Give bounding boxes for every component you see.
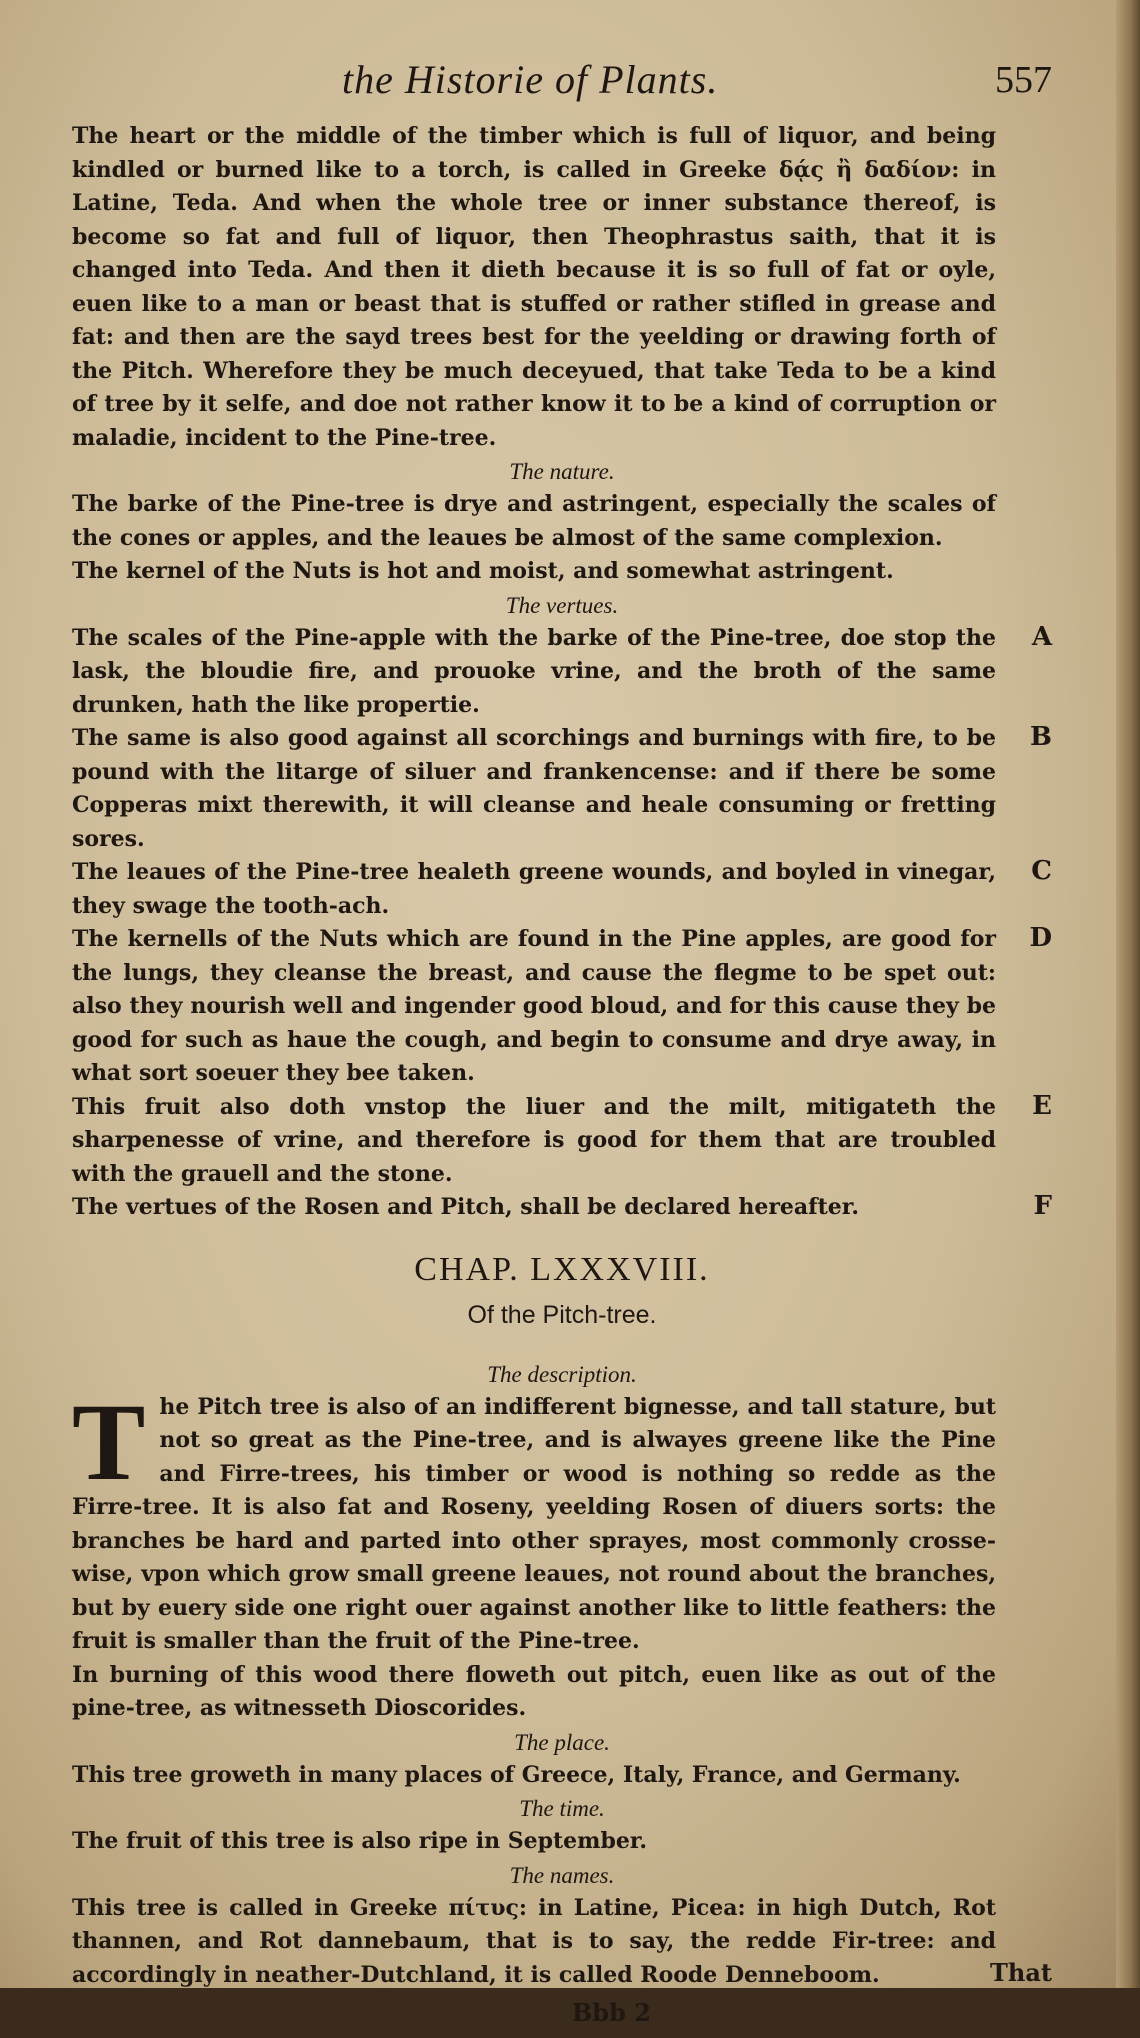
section-heading-place: The place. [514,1729,610,1755]
chapter-title: Of the Pitch-tree. [467,1300,657,1329]
margin-marker: C [1031,856,1052,886]
margin-marker: A [1031,621,1052,652]
vertue-text: The leaues of the Pine-tree healeth greene wounds, and boyled in vinegar, they swage the tooth-ach. [72,859,996,919]
place-paragraph: This tree groweth in many places of Greece, Italy, France, and Germany. [72,1761,961,1788]
vertue-text: The same is also good against all scorchings and burnings with fire, to be pound with the litarge of siluer and frankencense: and if there be some Copperas mixt therewith, it will cleanse and heale consuming or fretting sores. [72,725,996,852]
margin-marker: E [1032,1090,1052,1121]
nature-paragraph-2: The kernel of the Nuts is hot and moist, and somewhat astringent. [72,558,894,584]
vertue-text: The kernells of the Nuts which are found in the Pine apples, are good for the lungs, they cleanse the breast, and cause the flegme to be spet out: also they nourish well and ingender good bloud, and for this cause they be good for such as haue the cough, and begin to consume and drye away, in what sort soeuer they bee taken. [72,926,996,1086]
page-footer [72,1958,1052,2038]
text-block [72,50,1052,2038]
vertue-item-a [72,622,1052,723]
vertue-item-b [72,722,1052,856]
vertue-item-d [72,923,1052,1091]
drop-cap: T [72,1380,146,1503]
running-title: the Historie of Plants. [342,57,719,102]
section-heading-vertues: The vertues. [505,592,619,618]
vertue-item-e [72,1091,1052,1192]
margin-marker: D [1029,923,1052,953]
section-heading-nature: The nature. [509,459,615,484]
margin-marker: F [1033,1191,1052,1221]
signature-mark: Bbb 2 [572,1998,651,2027]
margin-marker: B [1030,722,1052,752]
section-heading-names: The names. [509,1862,615,1888]
description-text: he Pitch tree is also of an indifferent bignesse, and tall stature, but not so great as the Pine-tree, and is alwayes greene like the Pine and Firre-trees, his timber or wood is nothing so redde as the Firre-tree. It is also fat and Roseny, yeelding Rosen of diuers sorts: the branches be hard and parted into other sprayes, most commonly crosse-wise, vpon which grow small greene leaues, not round about the branches, but by euery side one right ouer against another like to little feathers: the fruit is smaller than the fruit of the Pine-tree. [72,1393,996,1654]
description-paragraph-2: In burning of this wood there floweth out pitch, euen like as out of the pine-tree, as witnesseth Dioscorides. [72,1661,996,1721]
vertue-text: The scales of the Pine-apple with the barke of the Pine-tree, doe stop the lask, the bloudie fire, and prouoke vrine, and the broth of the same drunken, hath the like propertie. [72,624,996,718]
page-header [72,50,1052,120]
page-gutter-shadow [1116,0,1140,1988]
chapter-number: CHAP. LXXXVIII. [414,1250,710,1288]
names-paragraph: This tree is called in Greeke πίτυς: in Latine, Picea: in high Dutch, Rot thannen, and Rot dannebaum, that is to say, the redde Fir-tree: and accordingly in neather-Dutchland, it is called Roode Denneboom. [72,1894,996,1988]
vertue-item-c [72,856,1052,923]
time-paragraph: The fruit of this tree is also ripe in September. [72,1828,648,1854]
vertue-item-f [72,1191,1052,1225]
teda-paragraph: The heart or the middle of the timber which is full of liquor, and being kindled or burned like to a torch, is called in Greeke δᾴς ἢ δαδίον: in Latine, Teda. And when the whole tree or inner substance thereof, is become so fat and full of liquor, then Theophrastus saith, that it is changed into Teda. And then it dieth because it is so full of fat or oyle, euen like to a man or beast that is stuffed or rather stifled in grease and fat: and then are the sayd trees best for the yeelding or drawing forth of the Pitch. Wherefore they be much deceyued, that take Teda to be a kind of tree by it selfe, and doe not rather know it to be a kind of corruption or maladie, incident to the Pine-tree. [72,123,996,451]
section-heading-time: The time. [519,1796,605,1821]
vertue-text: This fruit also doth vnstop the liuer and the milt, mitigateth the sharpenesse of vrine, and therefore is good for them that are troubled with the grauell and the stone. [72,1093,996,1187]
page-number: 557 [995,59,1052,101]
catchword: That [990,1958,1052,1987]
section-heading-description: The description. [487,1361,637,1387]
vertue-text: The vertues of the Rosen and Pitch, shall be declared hereafter. [72,1194,860,1220]
nature-paragraph-1: The barke of the Pine-tree is drye and astringent, especially the scales of the cones or apples, and the leaues be almost of the same complexion. [72,491,996,551]
description-paragraph-1 [72,1380,1052,1659]
